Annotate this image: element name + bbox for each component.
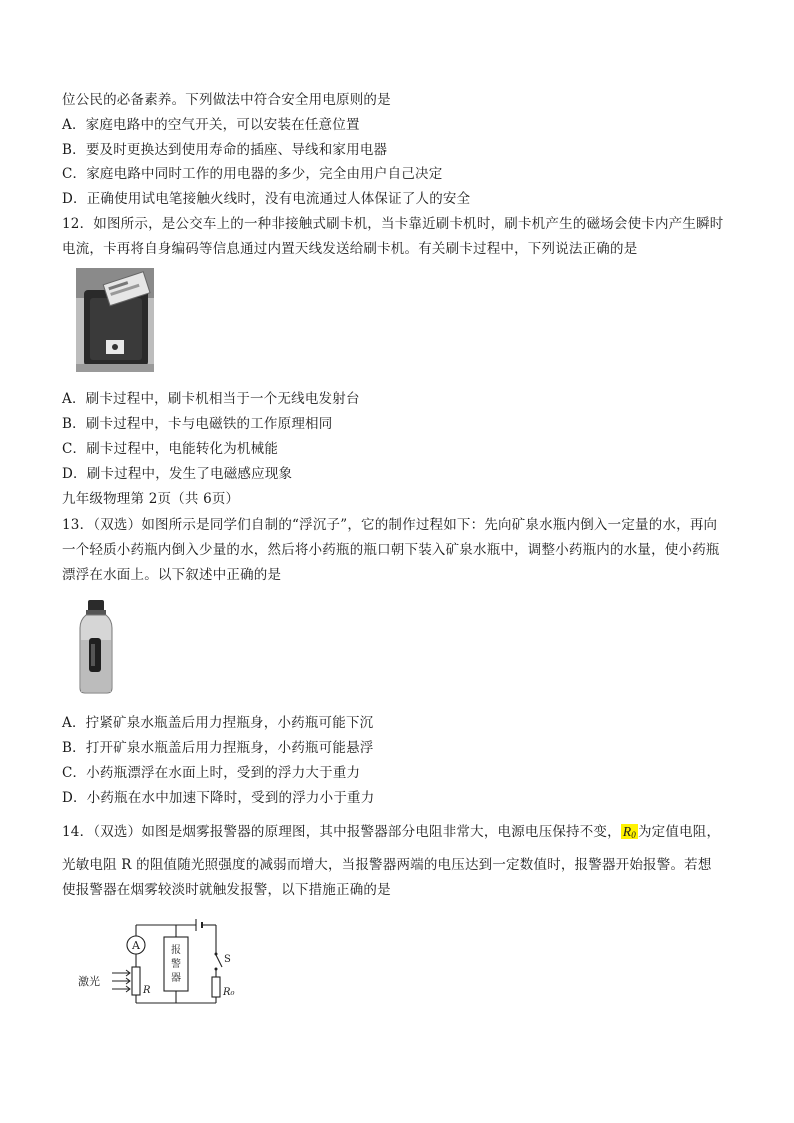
resistor-r-label: R (143, 985, 151, 996)
q14-stem-line1 (62, 822, 754, 845)
smoke-alarm-circuit (76, 915, 256, 1015)
r0-highlight (621, 824, 638, 839)
q13-option-a: A．拧紧矿泉水瓶盖后用力捏瓶身，小药瓶可能下沉 (62, 715, 374, 731)
r0-subscript: 0 (631, 830, 636, 840)
q14-stem-line1-a: 14．（双选）如图是烟雾报警器的原理图，其中报警器部分电阻非常大，电源电压保持不变， (62, 824, 621, 840)
q11-stem: 位公民的必备素养。下列做法中符合安全用电原则的是 (62, 92, 391, 108)
q13-stem-line2: 一个轻质小药瓶内倒入少量的水，然后将小药瓶的瓶口朝下装入矿泉水瓶中，调整小药瓶内的水量，使小药瓶 (62, 542, 720, 558)
q13-stem-line3: 漂浮在水面上。以下叙述中正确的是 (62, 567, 282, 583)
q14-stem-line3: 使报警器在烟雾较淡时就触发报警，以下措施正确的是 (62, 882, 391, 898)
alarm-char-1: 报 (171, 945, 181, 956)
q12-option-c: C．刷卡过程中，电能转化为机械能 (62, 441, 279, 457)
resistor-r0-label: R₀ (223, 987, 235, 998)
alarm-char-3: 器 (171, 973, 181, 984)
q13-option-c: C．小药瓶漂浮在水面上时，受到的浮力大于重力 (62, 765, 361, 781)
laser-label: 激光 (78, 975, 100, 988)
q14-stem-line2: 光敏电阻 R 的阻值随光照强度的减弱而增大，当报警器两端的电压达到一定数值时，报警器开始报警。若想 (62, 857, 712, 873)
r0-symbol: R (622, 824, 632, 839)
q12-option-b: B．刷卡过程中，卡与电磁铁的工作原理相同 (62, 416, 333, 432)
q13-stem-line1: 13．（双选）如图所示是同学们自制的“浮沉子”，它的制作过程如下：先向矿泉水瓶内倒入一定量的水，再向 (62, 517, 718, 533)
q11-option-b: B．要及时更换达到使用寿命的插座、导线和家用电器 (62, 142, 388, 158)
q13-option-d: D．小药瓶在水中加速下降时，受到的浮力小于重力 (62, 790, 375, 806)
q13-option-b: B．打开矿泉水瓶盖后用力捏瓶身，小药瓶可能悬浮 (62, 740, 374, 756)
q12-stem-line2: 电流，卡再将自身编码等信息通过内置天线发送给刷卡机。有关刷卡过程中，下列说法正确的是 (62, 241, 638, 257)
alarm-char-2: 警 (171, 959, 181, 970)
q11-option-d: D．正确使用试电笔接触火线时，没有电流通过人体保证了人的安全 (62, 191, 471, 207)
cartesian-diver-photo (76, 600, 116, 694)
q14-stem-line1-b: 为定值电阻， (637, 824, 721, 840)
q12-option-d: D．刷卡过程中，发生了电磁感应现象 (62, 466, 293, 482)
page-footer: 九年级物理第 2页（共 6页） (62, 491, 240, 507)
card-reader-photo (76, 268, 154, 372)
q12-option-a: A．刷卡过程中，刷卡机相当于一个无线电发射台 (62, 391, 360, 407)
ammeter-label: A (132, 939, 140, 952)
q11-option-a: A．家庭电路中的空气开关，可以安装在任意位置 (62, 117, 360, 133)
laser-arrows-icon (112, 970, 130, 992)
q11-option-c: C．家庭电路中同时工作的用电器的多少，完全由用户自己决定 (62, 166, 443, 182)
q12-stem-line1: 12．如图所示，是公交车上的一种非接触式刷卡机，当卡靠近刷卡机时，刷卡机产生的磁场会使卡内产生瞬时 (62, 216, 724, 232)
switch-label: S (224, 954, 231, 965)
